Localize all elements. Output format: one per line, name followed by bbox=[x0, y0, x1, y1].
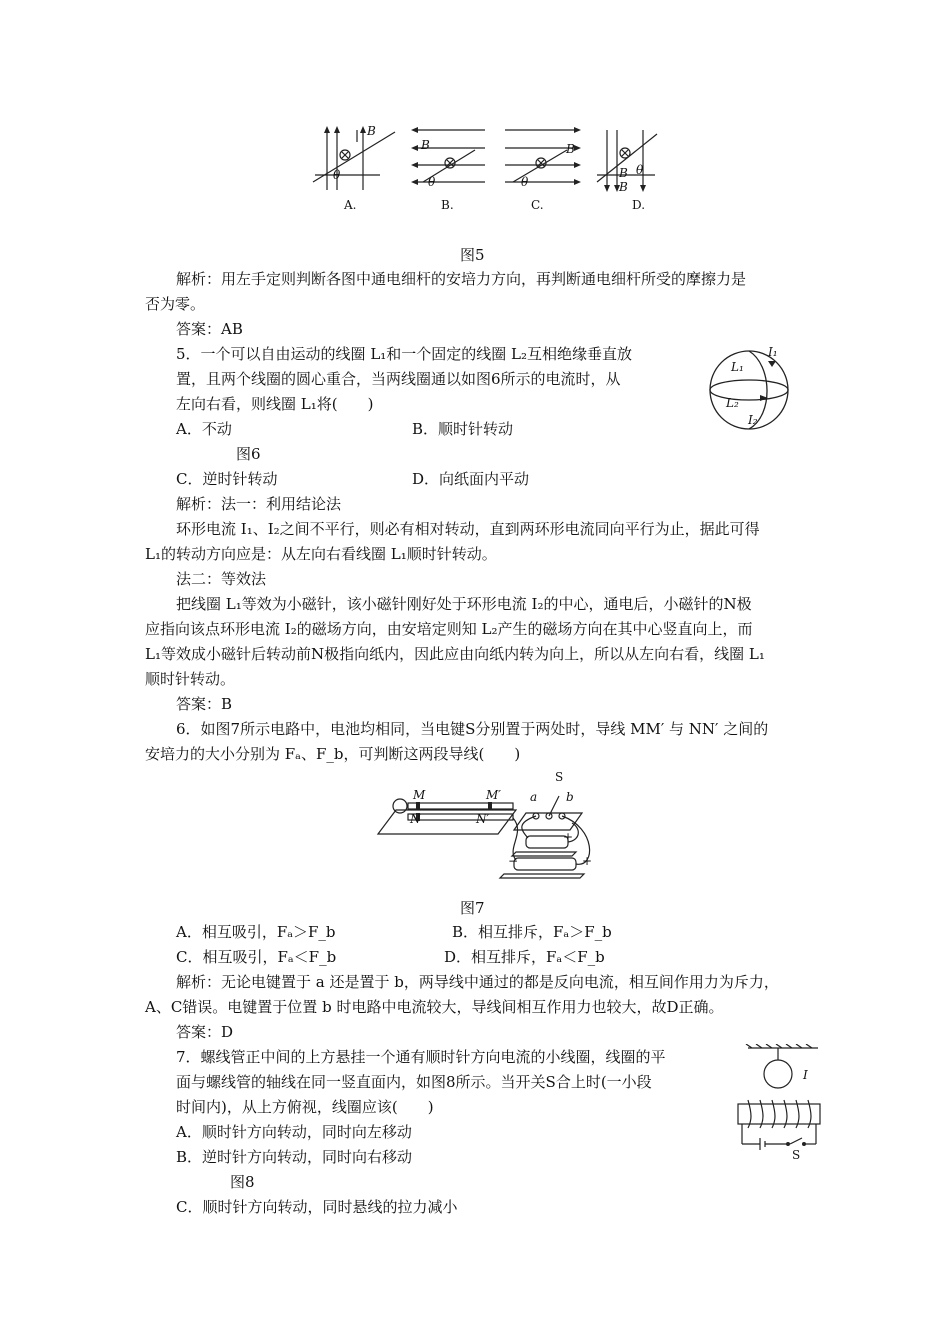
figure-5 bbox=[305, 120, 660, 215]
q7-stem-line1: 7．螺线管正中间的上方悬挂一个通有顺时针方向电流的小线圈，线圈的平 bbox=[176, 1048, 666, 1066]
angle-label-a: θ bbox=[333, 168, 341, 182]
fig6-label-i2: I₂ bbox=[748, 413, 758, 427]
q7-option-a: A．顺时针方向转动，同时向左移动 bbox=[176, 1123, 412, 1141]
q6-option-c: C．相互吸引，Fₐ＜F_b bbox=[176, 948, 337, 966]
fig7-plus-2: + bbox=[582, 854, 593, 868]
q5-option-d: D．向纸面内平动 bbox=[412, 470, 530, 488]
fig6-label-i1: I₁ bbox=[768, 345, 778, 359]
figure-5-caption: 图5 bbox=[460, 246, 485, 264]
q6-option-a: A．相互吸引，Fₐ＞F_b bbox=[176, 923, 336, 941]
field-label-b-d1: B bbox=[619, 166, 628, 180]
q5-solution-2: 环形电流 I₁、I₂之间不平行，则必有相对转动，直到两环形电流同向平行为止，据此可得 bbox=[176, 520, 760, 538]
q6-option-b: B．相互排斥，Fₐ＞F_b bbox=[452, 923, 612, 941]
q7-stem-line3: 时间内)，从上方俯视，线圈应该( ) bbox=[176, 1098, 434, 1116]
fig6-label-l1: L₁ bbox=[731, 360, 744, 374]
q5-solution-3: L₁的转动方向应是：从左向右看线圈 L₁顺时针转动。 bbox=[145, 545, 497, 563]
q5-answer: 答案：B bbox=[176, 695, 233, 713]
q5-stem-line2: 置，且两个线圈的圆心重合，当两线圈通以如图6所示的电流时，从 bbox=[176, 370, 621, 388]
q6-stem-line2: 安培力的大小分别为 Fₐ、F_b，可判断这两段导线( ) bbox=[145, 745, 521, 763]
q5-figure-caption: 图6 bbox=[236, 445, 261, 463]
q4-answer: 答案：AB bbox=[176, 320, 243, 338]
fig6-label-l2: L₂ bbox=[726, 396, 739, 410]
fig7-plus-1: + bbox=[563, 830, 574, 844]
field-label-b-a: B bbox=[367, 124, 376, 138]
fig8-label-s: S bbox=[792, 1148, 801, 1162]
q6-solution-1: 解析：无论电键置于 a 还是置于 b，两导线中通过的都是反向电流，相互间作用力为斥力， bbox=[176, 973, 779, 991]
q7-option-c: C．顺时针方向转动，同时悬线的拉力减小 bbox=[176, 1198, 458, 1216]
fig7-label-b: b bbox=[566, 790, 574, 804]
fig7-label-m: M bbox=[413, 788, 426, 802]
field-label-b-d2: B bbox=[619, 180, 628, 194]
q5-solution-1: 解析：法一：利用结论法 bbox=[176, 495, 342, 513]
fig8-label-i: I bbox=[803, 1068, 808, 1082]
q4-analysis-cont: 否为零。 bbox=[145, 295, 206, 313]
figure-7-caption: 图7 bbox=[460, 899, 485, 917]
angle-label-b: θ bbox=[428, 175, 436, 189]
fig7-minus: − bbox=[508, 854, 519, 868]
option-label-b: B. bbox=[441, 198, 454, 212]
field-label-b-b: B bbox=[421, 138, 430, 152]
fig7-label-s: S bbox=[555, 770, 564, 784]
q4-analysis: 解析：用左手定则判断各图中通电细杆的安培力方向，再判断通电细杆所受的摩擦力是 bbox=[176, 270, 747, 288]
option-label-c: C. bbox=[531, 198, 544, 212]
figure-7 bbox=[376, 768, 606, 890]
q7-figure-caption: 图8 bbox=[230, 1173, 255, 1191]
angle-label-d: θ bbox=[636, 163, 644, 177]
fig7-label-a: a bbox=[530, 790, 538, 804]
q5-option-a: A．不动 bbox=[176, 420, 232, 438]
figure-8 bbox=[730, 1044, 830, 1162]
q6-stem-line1: 6．如图7所示电路中，电池均相同，当电键S分别置于两处时，导线 MM′ 与 NN′ 之间的 bbox=[176, 720, 769, 738]
angle-label-c: θ bbox=[521, 175, 529, 189]
q5-stem-line3: 左向右看，则线圈 L₁将( ) bbox=[176, 395, 374, 413]
q6-solution-2: A、C错误。电键置于位置 b 时电路中电流较大，导线间相互作用力也较大，故D正确。 bbox=[145, 998, 724, 1016]
q5-solution-8: 顺时针转动。 bbox=[145, 670, 236, 688]
q7-option-b: B．逆时针方向转动，同时向右移动 bbox=[176, 1148, 413, 1166]
q5-option-b: B．顺时针转动 bbox=[412, 420, 514, 438]
fig7-label-n: N bbox=[410, 812, 421, 826]
q6-option-d: D．相互排斥，Fₐ＜F_b bbox=[444, 948, 605, 966]
fig7-label-n-prime: N′ bbox=[476, 812, 490, 826]
q5-solution-6: 应指向该点环形电流 I₂的磁场方向，由安培定则知 L₂产生的磁场方向在其中心竖直向上，而 bbox=[145, 620, 753, 638]
q5-solution-5: 把线圈 L₁等效为小磁针，该小磁针刚好处于环形电流 I₂的中心，通电后，小磁针的N极 bbox=[176, 595, 752, 613]
q6-answer: 答案：D bbox=[176, 1023, 234, 1041]
q5-stem-line1: 5．一个可以自由运动的线圈 L₁和一个固定的线圈 L₂互相绝缘垂直放 bbox=[176, 345, 633, 363]
option-label-a: A. bbox=[344, 198, 357, 212]
q5-option-c: C．逆时针转动 bbox=[176, 470, 278, 488]
fig7-label-m-prime: M′ bbox=[486, 788, 502, 802]
option-label-d: D. bbox=[632, 198, 646, 212]
q5-solution-7: L₁等效成小磁针后转动前N极指向纸内，因此应由向纸内转为向上，所以从左向右看，线圈 L₁ bbox=[145, 645, 765, 663]
q7-stem-line2: 面与螺线管的轴线在同一竖直面内，如图8所示。当开关S合上时(一小段 bbox=[176, 1073, 652, 1091]
q5-solution-4: 法二：等效法 bbox=[176, 570, 267, 588]
field-label-b-c: B bbox=[566, 142, 575, 156]
